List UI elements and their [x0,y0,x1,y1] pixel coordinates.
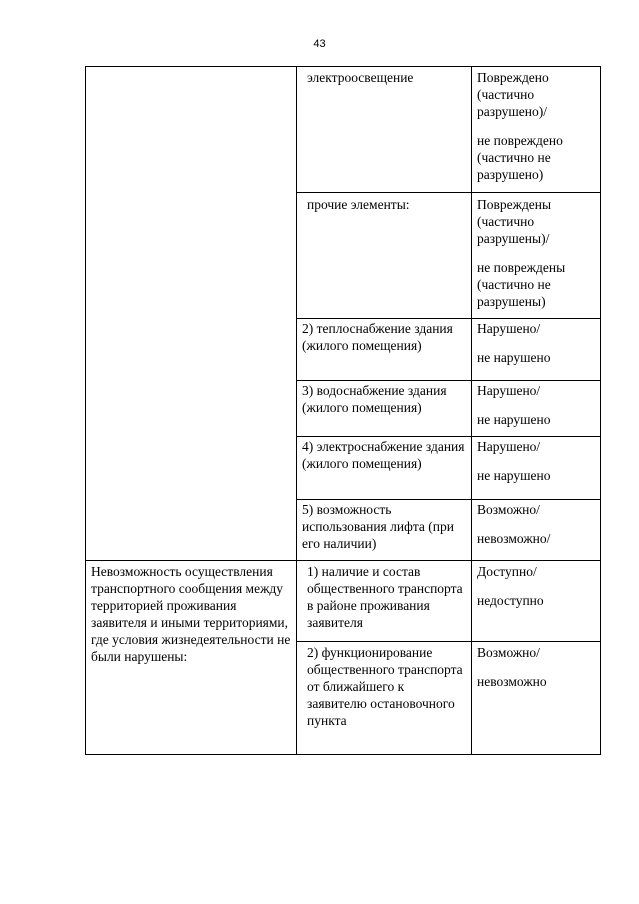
criteria-table [85,66,601,755]
criterion-cell [297,67,472,193]
criterion-text: 3) водоснабжение здания (жилого помещения) [302,383,447,415]
empty-group-cell [86,67,297,561]
state-text: Нарушено/ [477,383,541,398]
state-text: не повреждены (частично не разрушены) [477,260,566,309]
state-cell [472,67,601,193]
state-cell [472,642,601,755]
page-number: 43 [313,38,326,50]
criterion-cell [297,193,472,319]
criterion-text-continued: от ближайшего к заявителю остановочного пункта [307,679,455,728]
criterion-cell [297,561,472,642]
table-row [86,561,601,642]
state-cell [472,561,601,642]
state-text: Возможно/ [477,502,540,517]
criterion-cell [297,642,472,755]
state-text: невозможно/ [477,531,551,546]
state-text: Нарушено/ [477,439,541,454]
criterion-text: 4) электроснабжение здания (жилого помещения) [302,439,465,471]
state-text: Повреждено (частично разрушено)/ [477,70,549,119]
state-text: Возможно/ [477,645,540,660]
criterion-cell [297,319,472,381]
state-cell [472,500,601,561]
state-cell [472,437,601,500]
criterion-cell [297,500,472,561]
criterion-text: 2) функционирование общественного транспорта [307,645,463,677]
state-text: Повреждены (частично разрушены)/ [477,197,552,246]
state-text: недоступно [477,593,544,608]
state-cell [472,381,601,437]
criterion-text: 2) теплоснабжение здания (жилого помещения) [302,321,453,353]
criterion-text: прочие элементы: [307,197,410,212]
criterion-text: электроосвещение [307,70,414,85]
group-label-cell [86,561,297,755]
group-label-text: Невозможность осуществления транспортного сообщения между территорией проживания заявителя и иными территориями, где условия жизнедеятельности не были нарушены: [91,564,291,664]
state-cell [472,193,601,319]
state-text: не нарушено [477,412,551,427]
criterion-text: 5) возможность использования лифта (при его наличии) [302,502,454,551]
state-text: невозможно [477,674,547,689]
table-row [86,67,601,193]
criterion-cell [297,437,472,500]
state-text: Доступно/ [477,564,537,579]
state-text: не повреждено (частично не разрушено) [477,133,563,182]
state-text: Нарушено/ [477,321,541,336]
criterion-text: 1) наличие и состав общественного транспорта в районе проживания заявителя [307,564,463,630]
criterion-cell [297,381,472,437]
state-text: не нарушено [477,350,551,365]
state-text: не нарушено [477,468,551,483]
state-cell [472,319,601,381]
